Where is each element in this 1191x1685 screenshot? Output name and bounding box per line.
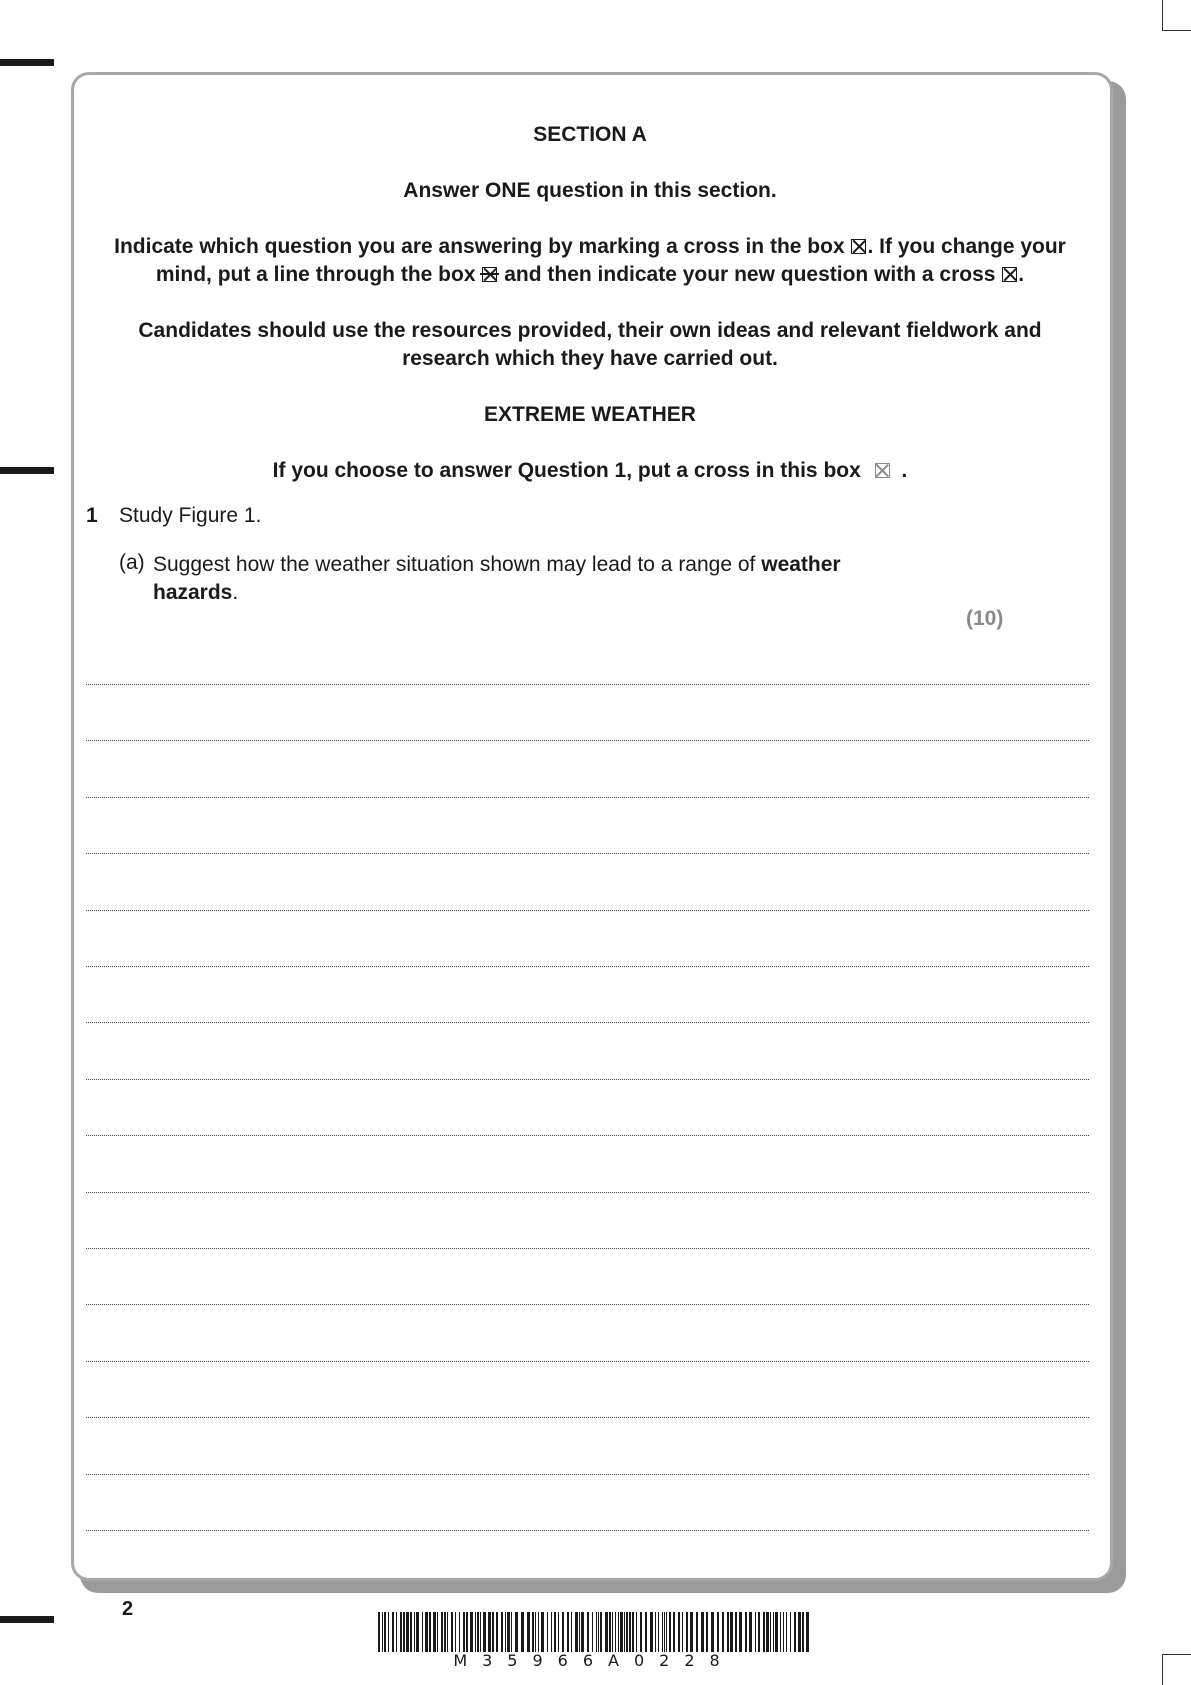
barcode-bar: [722, 1612, 724, 1652]
barcode-bar: [466, 1612, 468, 1652]
cross-instruction-text: Indicate which question you are answering by marking a cross in the box: [114, 235, 845, 258]
barcode-bar: [780, 1612, 781, 1652]
barcode-bar: [541, 1612, 544, 1652]
barcode-bar: [532, 1612, 534, 1652]
barcode-bar: [567, 1612, 569, 1652]
barcode-bar: [615, 1612, 616, 1652]
barcode-bar: [618, 1612, 619, 1652]
barcode-bar: [507, 1612, 510, 1652]
barcode-bar: [392, 1612, 394, 1652]
barcode-bar: [441, 1612, 443, 1652]
barcode-bar: [749, 1612, 752, 1652]
barcode-bar: [605, 1612, 608, 1652]
barcode-bar: [592, 1612, 593, 1652]
crossed-box-icon: [851, 239, 866, 254]
answer-panel: [71, 72, 1113, 1581]
resources-instruction-line: Candidates should use the resources provided, their own ideas and relevant fieldwork and: [138, 319, 1042, 342]
barcode-bar: [739, 1612, 742, 1652]
barcode-bar: [673, 1612, 675, 1652]
question-part-text: [153, 551, 933, 607]
answer-line[interactable]: [86, 1192, 1089, 1193]
barcode-bar: [558, 1612, 559, 1652]
barcode-bar: [806, 1612, 809, 1652]
choose-question-end: .: [901, 459, 908, 482]
resources-instruction: [0, 317, 1180, 373]
barcode-bar: [629, 1612, 631, 1652]
barcode-bar: [422, 1612, 423, 1652]
barcode-bar: [403, 1612, 405, 1652]
barcode-bar: [406, 1612, 409, 1652]
answer-line[interactable]: [86, 1361, 1089, 1362]
barcode-text: M35966A0228: [453, 1651, 735, 1670]
barcode-bar: [755, 1612, 756, 1652]
barcode-bar: [794, 1612, 796, 1652]
question-part-bold: hazards: [153, 581, 233, 604]
barcode-bar: [437, 1612, 438, 1652]
barcode-bar: [766, 1612, 769, 1652]
question-part-plain: Suggest how the weather situation shown may lead to a range of: [153, 553, 756, 576]
barcode-bar: [735, 1612, 737, 1652]
barcode-bar: [480, 1612, 481, 1652]
edge-registration-mark: [0, 59, 54, 66]
answer-line[interactable]: [86, 1022, 1089, 1023]
barcode-bar: [600, 1612, 602, 1652]
barcode-bar: [609, 1612, 611, 1652]
barcode-bar: [416, 1612, 419, 1652]
edge-registration-mark: [0, 1616, 54, 1623]
barcode-bar: [451, 1612, 453, 1652]
barcode-bar: [620, 1612, 623, 1652]
barcode-bar: [669, 1612, 671, 1652]
crop-mark: [1162, 30, 1191, 31]
struck-box-icon: [482, 267, 497, 282]
barcode-bar: [587, 1612, 589, 1652]
barcode-bar: [571, 1612, 572, 1652]
barcode-bar: [410, 1612, 412, 1652]
barcode-bar: [717, 1612, 719, 1652]
crop-mark: [1162, 1655, 1163, 1685]
barcode-bar: [388, 1612, 389, 1652]
barcode-bar: [562, 1612, 564, 1652]
barcode-bar: [488, 1612, 491, 1652]
barcode-bar: [636, 1612, 637, 1652]
barcode-bar: [501, 1612, 503, 1652]
barcode-bar: [730, 1612, 733, 1652]
barcode-bar: [790, 1612, 791, 1652]
barcode-bar: [515, 1612, 518, 1652]
barcode-bar: [775, 1612, 778, 1652]
barcode-bar: [433, 1612, 436, 1652]
choose-question-text: If you choose to answer Question 1, put a cross in this box: [272, 459, 861, 482]
answer-line[interactable]: [86, 910, 1089, 911]
cross-instruction-text: . If you change your: [867, 235, 1066, 258]
barcode-bar: [786, 1612, 787, 1652]
barcode-bar: [763, 1612, 765, 1652]
barcode-bar: [666, 1612, 667, 1652]
answer-line[interactable]: [86, 797, 1089, 798]
barcode-bar: [455, 1612, 456, 1652]
barcode-bar: [690, 1612, 693, 1652]
barcode-bar: [470, 1612, 473, 1652]
barcode-bar: [382, 1612, 383, 1652]
barcode-bar: [505, 1612, 506, 1652]
barcode-bar: [650, 1612, 653, 1652]
barcode-bar: [727, 1612, 729, 1652]
barcode-bar: [701, 1612, 704, 1652]
cross-instruction-text: .: [1018, 263, 1025, 286]
barcode-bar: [686, 1612, 688, 1652]
barcode-bar: [547, 1612, 548, 1652]
cross-instruction-text: mind, put a line through the box: [155, 263, 476, 286]
barcode-bar: [678, 1612, 680, 1652]
barcode-bar: [745, 1612, 747, 1652]
barcode-bar: [770, 1612, 771, 1652]
question-text: Study Figure 1.: [119, 504, 262, 527]
barcode-bar: [459, 1612, 460, 1652]
answer-line[interactable]: [86, 1304, 1089, 1305]
answer-line[interactable]: [86, 1135, 1089, 1136]
answer-line[interactable]: [86, 1248, 1089, 1249]
barcode-bar: [535, 1612, 536, 1652]
cross-instruction-text: and then indicate your new question with a cross: [504, 263, 996, 286]
answer-line[interactable]: [86, 684, 1089, 685]
crop-mark: [1162, 0, 1163, 30]
answer-instruction: Answer ONE question in this section.: [403, 179, 777, 202]
barcode-bar: [773, 1612, 774, 1652]
barcode-bar: [447, 1612, 448, 1652]
section-title: SECTION A: [533, 123, 647, 146]
barcode-bar: [551, 1612, 552, 1652]
resources-instruction-line: research which they have carried out.: [402, 347, 778, 370]
answer-line[interactable]: [86, 1474, 1089, 1475]
barcode-bar: [640, 1612, 642, 1652]
barcode-bar: [538, 1612, 539, 1652]
barcode-bar: [598, 1612, 599, 1652]
barcode-bar: [527, 1612, 530, 1652]
question-part-label: (a): [119, 551, 145, 574]
barcode-bar: [483, 1612, 486, 1652]
choose-question-line: [0, 457, 1180, 485]
answer-line[interactable]: [86, 853, 1089, 854]
marks-indicator: (10): [966, 607, 1004, 630]
page-number: 2: [122, 1598, 134, 1620]
barcode-bar: [378, 1612, 380, 1652]
barcode-bar: [662, 1612, 663, 1652]
barcode-bar: [658, 1612, 659, 1652]
barcode-bar: [624, 1612, 625, 1652]
barcode-bar: [696, 1612, 698, 1652]
barcode-bar: [664, 1612, 665, 1652]
answer-line[interactable]: [86, 1417, 1089, 1418]
barcode-bar: [477, 1612, 479, 1652]
barcode-bar: [384, 1612, 386, 1652]
barcode-bar: [706, 1612, 708, 1652]
question-part-bold: weather: [761, 553, 841, 576]
barcode-bar: [414, 1612, 415, 1652]
barcode: [378, 1612, 810, 1652]
barcode-bar: [400, 1612, 402, 1652]
barcode-bar: [444, 1612, 446, 1652]
barcode-bar: [396, 1612, 397, 1652]
question-number: 1: [86, 504, 98, 527]
barcode-bar: [579, 1612, 580, 1652]
barcode-bar: [492, 1612, 494, 1652]
barcode-bar: [626, 1612, 628, 1652]
crossed-box-icon: [1002, 267, 1017, 282]
barcode-bar: [802, 1612, 804, 1652]
question-choice-checkbox[interactable]: [875, 463, 890, 478]
barcode-bar: [655, 1612, 656, 1652]
barcode-bar: [475, 1612, 476, 1652]
barcode-bar: [521, 1612, 524, 1652]
barcode-bar: [596, 1612, 597, 1652]
cross-instruction: [0, 233, 1180, 289]
topic-title: EXTREME WEATHER: [484, 403, 696, 426]
answer-line[interactable]: [86, 1079, 1089, 1080]
barcode-bar: [511, 1612, 512, 1652]
barcode-bar: [429, 1612, 431, 1652]
barcode-bar: [425, 1612, 428, 1652]
barcode-bar: [645, 1612, 647, 1652]
barcode-bar: [612, 1612, 613, 1652]
barcode-bar: [575, 1612, 578, 1652]
barcode-bar: [463, 1612, 465, 1652]
barcode-bar: [682, 1612, 683, 1652]
barcode-bar: [798, 1612, 801, 1652]
barcode-bar: [496, 1612, 498, 1652]
answer-line[interactable]: [86, 740, 1089, 741]
answer-line[interactable]: [86, 1530, 1089, 1531]
question-part-end: .: [232, 581, 239, 604]
crop-mark: [1162, 1654, 1191, 1655]
barcode-bar: [783, 1612, 784, 1652]
barcode-bar: [758, 1612, 760, 1652]
barcode-bar: [711, 1612, 714, 1652]
answer-line[interactable]: [86, 966, 1089, 967]
barcode-bar: [581, 1612, 584, 1652]
barcode-bar: [632, 1612, 634, 1652]
barcode-bar: [554, 1612, 556, 1652]
